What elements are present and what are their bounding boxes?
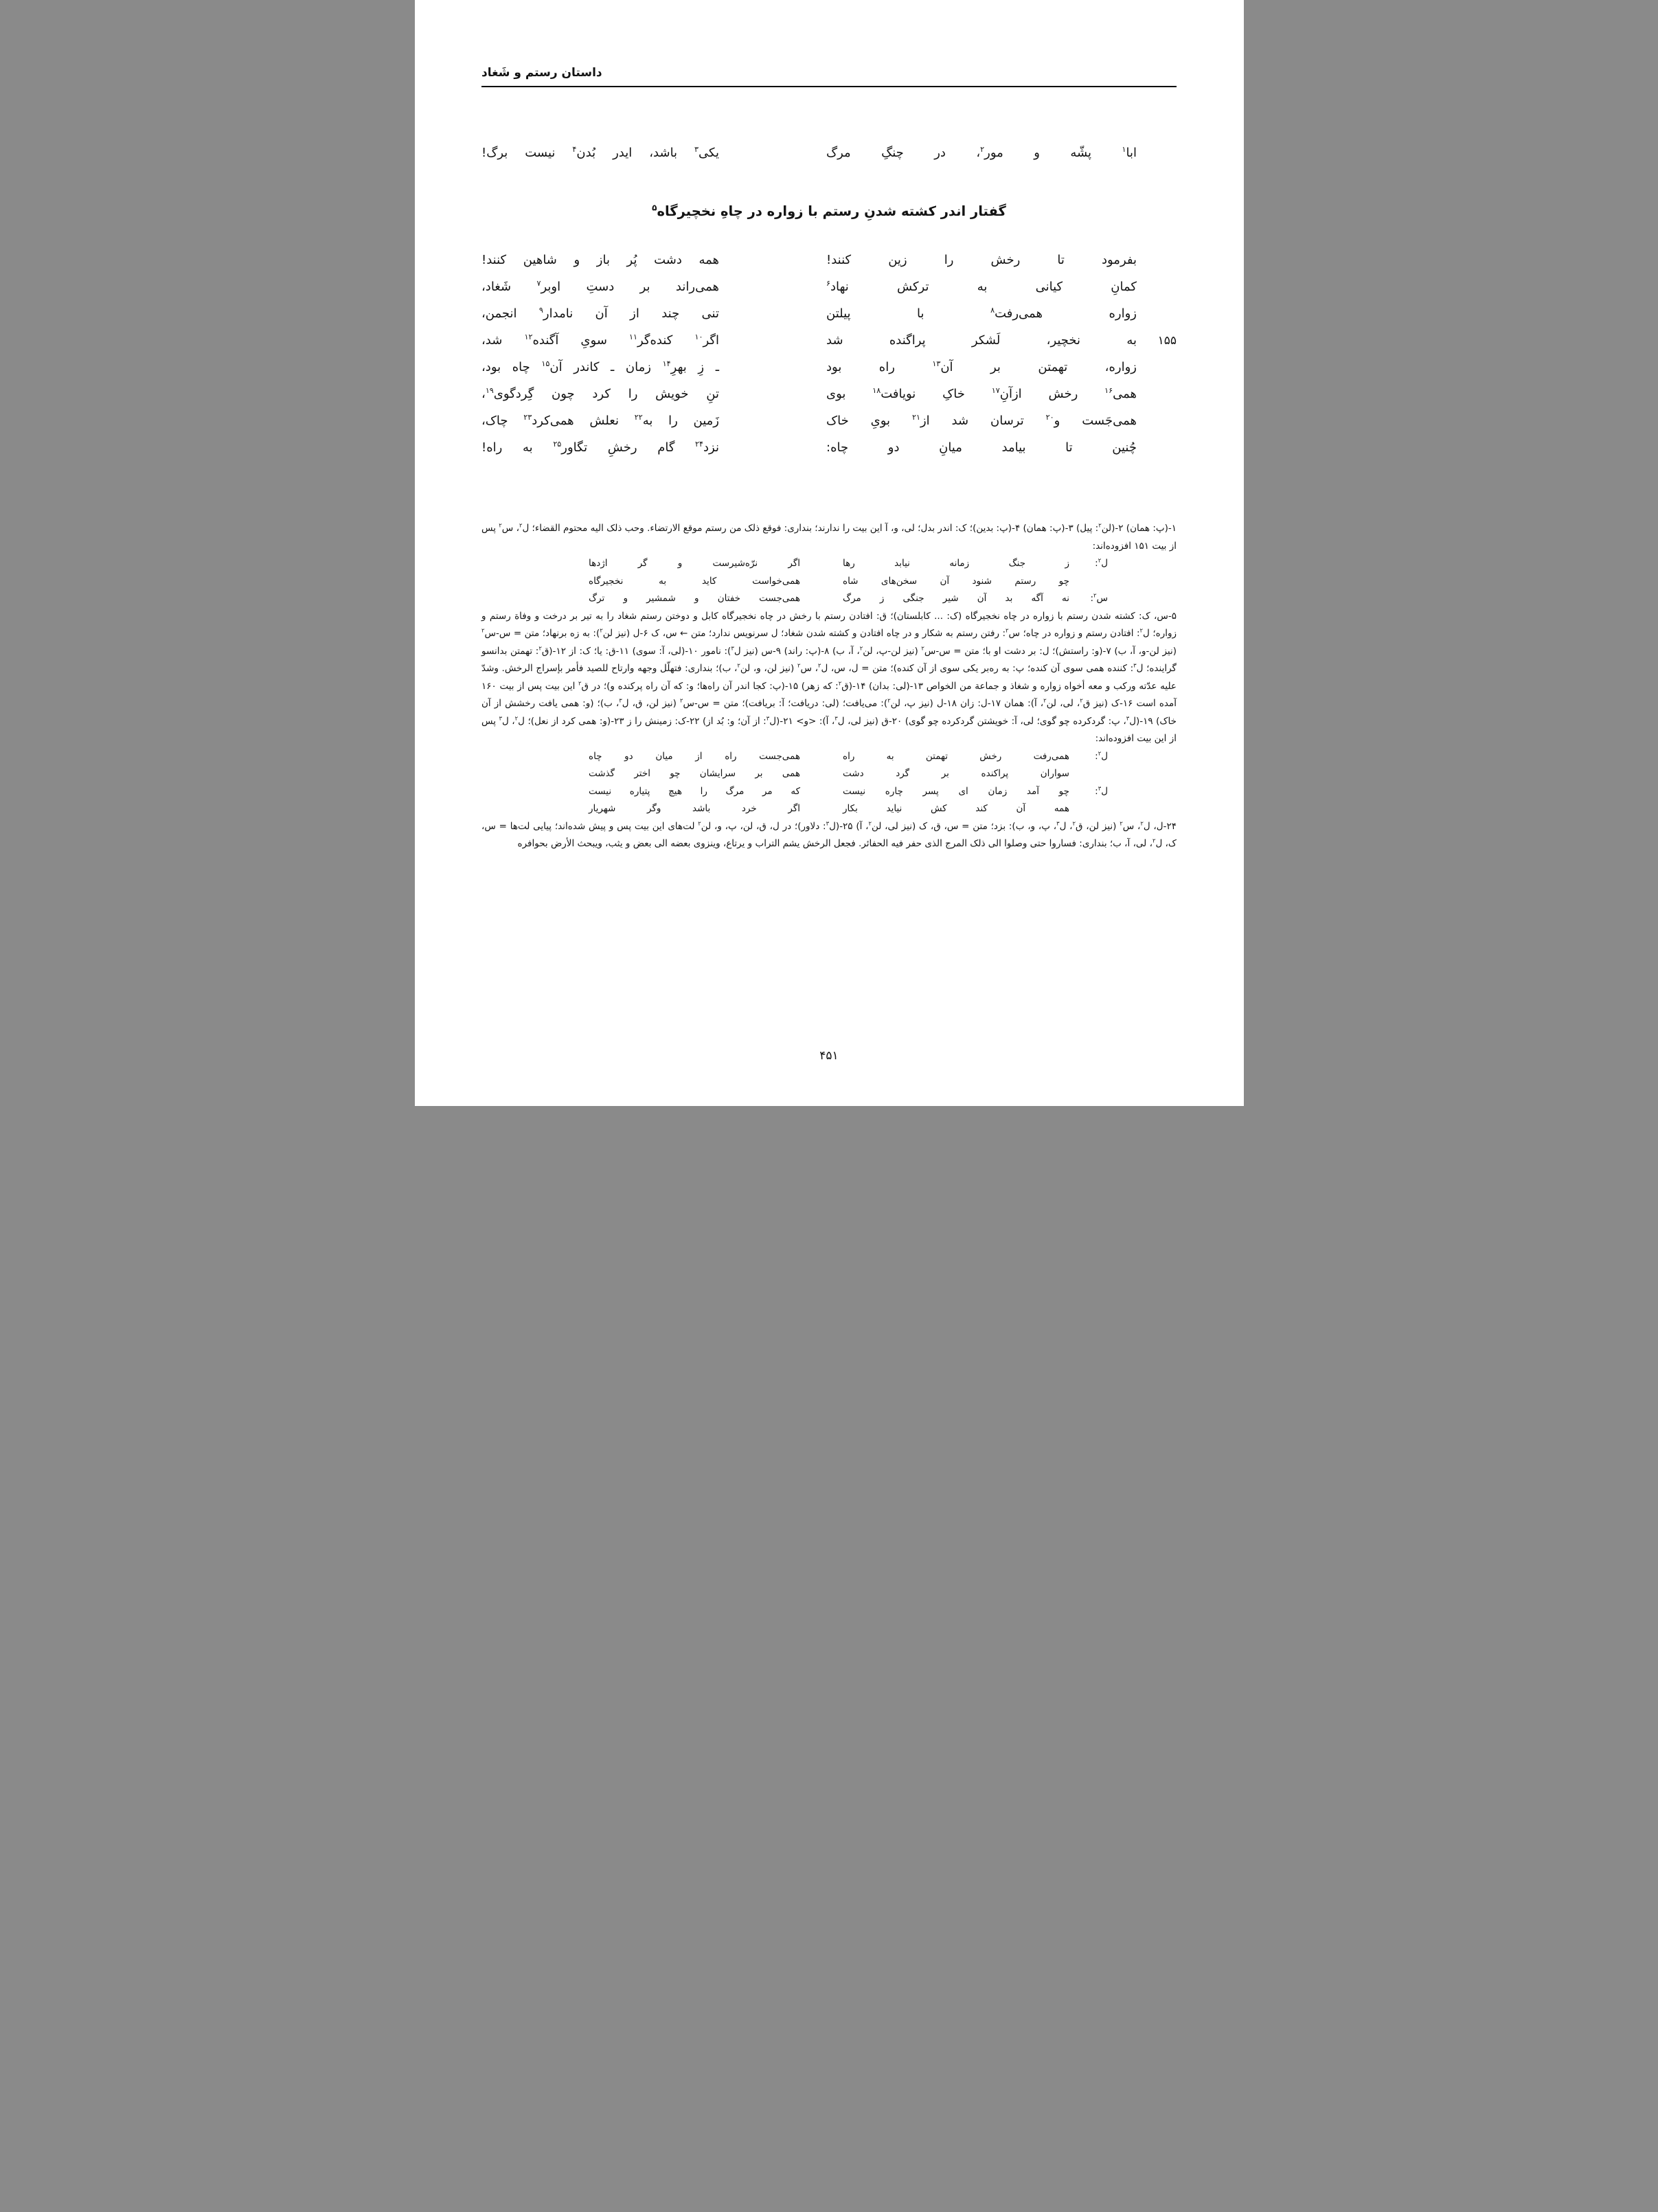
header-rule — [481, 86, 1177, 87]
poem-couplet — [481, 273, 1177, 300]
fn-hemistich-left: همی‌جست راه از میان دو چاه — [589, 750, 800, 762]
fn-verse-line — [589, 800, 1069, 818]
poem-couplet — [481, 407, 1177, 434]
footnote-paragraph-2: ۵-س، ک: کشته شدن رستم با زواره در چاه نخجیرگاه (ک: ... کابلستان)؛ ق: افتادن رستم با رخش در چاه نخجیرگاه کابل و دوختن رستم شغاد را به تیر بر درخت و وفاة رستم و زواره؛ ل$^۲$: افتادن رستم و زواره در چاه؛ س$^۲$: رفتن رستم به شکار و در چاه افتادن و کشته شدن شغاد؛ ل سرنویس ندارد؛ متن ← س، ک ۶-ل (نیز لن$^۲$): به زه برنهاد؛ متن = س-س$^۲$ (نیز لن-و، آ، ب) ۷-(و: راستش)؛ ل: بر دشت او با؛ متن = س-س$^۲$ (نیز لن-پ، لن$^۲$، آ، ب) ۸-(پ: راند) ۹-س (نیز ل$^۳$): نامور ۱۰-(لی، آ: سوی) ۱۱-ق: یا؛ ک: از ۱۲-(ق$^۲$: تهمتن بدانسو گراینده؛ ل$^۳$: کننده همی سوی آن کنده؛ پ: به ره‌بر یکی سوی از آن کنده)؛ متن = ل، س، ل$^۲$، س$^۲$ (نیز لن، و، لن$^۲$، ب)؛ بنداری: فتهلّل وجهه وارتاح للصید فأمر بإسراج الرخش. وشدّ علیه عدّته ورکب و معه أخواه زواره و شغاذ و جماعة من الخواص ۱۳-(لی: بدان) ۱۴-(ق$^۲$: که زهر) ۱۵-(پ: کجا اندر آن راه‌ها؛ و: که آن راه پرکنده و)؛ در ق$^۲$ این بیت پس از بیت ۱۶۰ آمده است ۱۶-ک (نیز ق$^۲$، لی، لن$^۲$، آ): همان ۱۷-ل: زان ۱۸-ل (نیز پ، لن$^۲$): می‌یافت؛ (لی: دریافت؛ آ: بریافت)؛ متن = س-س$^۲$ (نیز لن، ق، ل$^۳$، ب)؛ (و: همی یافت رخشش از آن خاک) ۱۹-(ل$^۳$، پ: گردکرده چو گوی؛ لی، آ: خویشتن گردکرده چو گوی) ۲۰-ق (نیز لی، ل$^۳$، آ): <و> ۲۱-(ل$^۳$: از آن؛ و: بُد از) ۲۲-ک: زمینش را ز ۲۳-(و: همی کرد از نعل)؛ ل$^۲$، ل$^۳$ پس از این بیت افزوده‌اند: — [481, 610, 1177, 744]
opening-couplet-row — [481, 139, 1177, 166]
hemistich-right: به نخچیر، لَشکر پراگنده شد — [826, 333, 1137, 348]
fn-hemistich-right: چو آمد زمان ای پسر چاره نیست — [843, 785, 1069, 797]
fn-verse-siglum: س$^۲$: — [1090, 591, 1108, 604]
fn-hemistich-left: همی‌جست خفتان و شمشیر و ترگ — [589, 593, 800, 604]
fn-hemistich-left: اگر خرد باشد وگر شهریار — [589, 803, 800, 814]
poem-couplet — [481, 381, 1177, 407]
fn-hemistich-right: سواران پراکنده بر گرد دشت — [843, 768, 1069, 779]
book-page — [415, 0, 1244, 1106]
poem-couplet — [481, 247, 1177, 273]
poem-couplet — [481, 434, 1177, 461]
hemistich-left: زَمین را به$^{۲۲}$ نعلش همی‌کرد$^{۲۳}$ چاک، — [481, 413, 719, 428]
fn-verse-siglum: ل$^۲$: — [1095, 749, 1108, 762]
fn-verse-siglum: ل$^۲$: — [1095, 556, 1108, 569]
hemistich-left: همی‌راند بر دستِ اوبر$^۷$ شَغاد، — [481, 279, 719, 294]
poem-couplet — [481, 354, 1177, 381]
verse-number: ۱۵۵ — [1157, 334, 1177, 348]
fn-verse-block-1 — [589, 555, 1108, 608]
hemistich-left: نزد$^{۲۴}$ گام رخشِ تگاور$^{۲۵}$ به راه! — [481, 440, 719, 455]
hemistich-right: زواره همی‌رفت$^۸$ با پیلتن — [826, 306, 1137, 321]
fn-verse-line — [589, 590, 1108, 608]
hemistich-left: تنی چند از آن نامدار$^۹$ انجمن، — [481, 306, 720, 321]
fn-hemistich-right: چو رستم شنود آن سخن‌های شاه — [843, 575, 1069, 587]
page-number: ۴۵۱ — [819, 1049, 839, 1063]
fn-hemistich-left: همی بر سرایشان چو اختر گذشت — [589, 768, 800, 779]
fn-verse-siglum: ل$^۳$: — [1095, 785, 1108, 797]
fn-hemistich-right: همه آن کند کش نیاید بکار — [843, 803, 1069, 814]
footnote-paragraph-3: ۲۴-ل، ل$^۲$، س$^۲$ (نیز لن، ق$^۲$، ل$^۳$، پ، و، ب): بزد؛ متن = س، ق، ک (نیز لی، لن$^۲$، آ) ۲۵-(ل$^۳$: دلاور)؛ در ل، ق، لن، پ، و، لن$^۲$ لت‌های این بیت پس و پیش شده‌اند؛ پیایی لت‌ها = س، ک، ل$^۲$، لی، آ، ب؛ بنداری: فساروا حتی وصلوا الی ذلک المرج الذی حفر فیه الحفائر. فجعل الرخش یشم التراب و یرتاع، وینزوی بعضه الی بعض و یثب، ویبحث الأرض بحوافره — [481, 820, 1177, 849]
hemistich-right: بفرمود تا رخش را زین کنند! — [826, 253, 1137, 267]
fn-hemistich-left: که مر مرگ را هیچ پتیاره نیست — [589, 785, 800, 797]
fn-verse-line — [589, 783, 1108, 801]
hemistich-right: همی‌جَست و$^{۲۰}$ ترسان شد از$^{۲۱}$ بویِ خاک — [826, 413, 1137, 428]
hemistich-right: همی$^{۱۶}$ رخش ازآنِ$^{۱۷}$ خاکِ نویافت$^{۱۸}$ بوی — [826, 386, 1137, 401]
footnote-paragraph-1: ۱-(پ: همان) ۲-(لن$^۲$: پیل) ۳-(پ: همان) ۴-(پ: بدین)؛ ک: اندر بدل؛ لی، و، آ این بیت را ندارند؛ بنداری: فوقع ذلک من رستم موقع الارتضاء. وحب ذلک الیه محتوم القضاء؛ ل$^۲$، س$^۲$ پس از بیت ۱۵۱ افزوده‌اند: — [481, 521, 1177, 552]
hemistich-left: همه دشت پُر باز و شاهین کنند! — [481, 253, 719, 267]
poem-couplet — [481, 300, 1177, 327]
hemistich-left: تنِ خویش را کرد چون گِردگوی$^{۱۹}$، — [481, 386, 719, 401]
hemistich-left: یکی$^۳$ باشد، ایدر بُدن$^۴$ نیست برگ! — [481, 145, 719, 160]
hemistich-left: ـ زِ بهرِ$^{۱۴}$ زمان ـ کاندر آن$^{۱۵}$ چاه بود، — [481, 359, 719, 374]
hemistich-right: ابا$^۱$ پشّه و مور$^۲$، در چنگِ مرگ — [826, 145, 1137, 160]
opening-couplet — [481, 139, 1177, 166]
text-block — [481, 0, 1177, 853]
running-head-title: داستان رستم و شَغاد — [481, 66, 602, 80]
fn-hemistich-right: همی‌رفت رخش تهمتن به راه — [843, 750, 1069, 762]
poem — [481, 247, 1177, 461]
fn-verse-line — [589, 555, 1108, 573]
fn-verse-line — [589, 573, 1069, 591]
poem-couplet — [481, 327, 1177, 354]
fn-hemistich-left: همی‌خواست کاید به نخجیرگاه — [589, 575, 800, 587]
fn-verse-block-2 — [589, 748, 1108, 818]
fn-hemistich-right: نه آگه بد آن شیر جنگی ز مرگ — [843, 593, 1069, 604]
footnotes — [481, 520, 1177, 853]
hemistich-right: زواره، تهمتن بر آن$^{۱۳}$ راه بود — [826, 359, 1137, 374]
hemistich-right: چُنین تا بیامد میانِ دو چاه: — [826, 440, 1137, 455]
fn-hemistich-left: اگر نرّه‌شیرست و گر اژدها — [589, 558, 800, 569]
section-heading: گفتار اندر کشته شدنِ رستم با زواره در چاهِ نخچیرگاه$^۵$ — [652, 203, 1006, 219]
hemistich-left: اگر$^{۱۰}$ کنده‌گر$^{۱۱}$ سویِ آگنده$^{۱۲}$ شد، — [481, 332, 719, 348]
fn-hemistich-right: ز جنگ زمانه نیابد رها — [843, 558, 1069, 569]
fn-verse-line — [589, 765, 1069, 783]
fn-verse-line — [589, 748, 1108, 766]
hemistich-right: کمانِ کیانی به ترکش نهاد$^۶$ — [826, 279, 1137, 294]
